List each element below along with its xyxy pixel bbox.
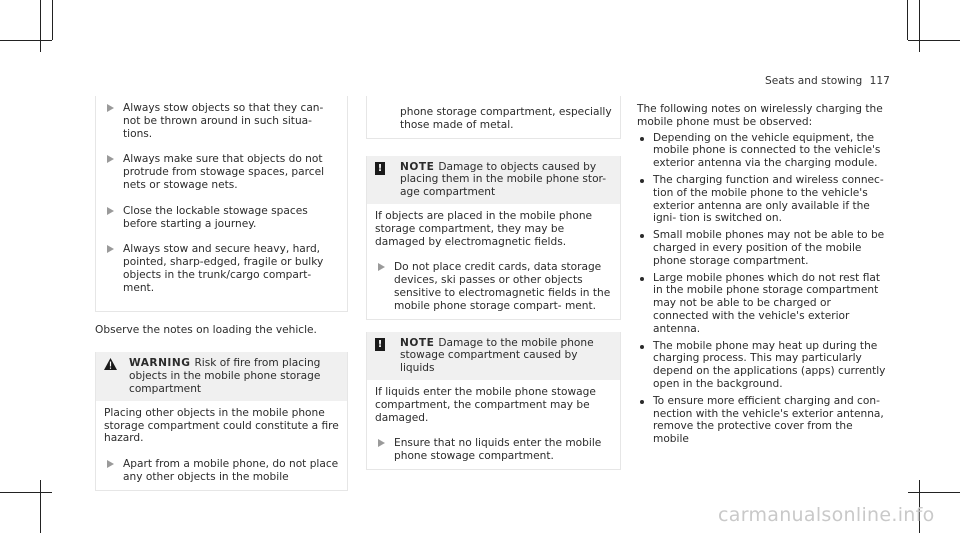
list-item: The mobile phone may heat up during the charging process. This may particularly depend on the applications (apps) currently open in the background.	[637, 340, 889, 391]
note-header	[367, 156, 620, 204]
note-header	[367, 332, 620, 380]
triangle-bullet-icon	[107, 207, 114, 215]
warning-header	[96, 352, 347, 400]
note-box-1	[366, 156, 621, 320]
triangle-bullet-icon	[107, 245, 114, 253]
triangle-bullet-icon	[107, 460, 114, 468]
triangle-bullet-icon	[107, 155, 114, 163]
crop-mark	[40, 0, 41, 52]
bullet-item: Always make sure that objects do not protrude from stowage spaces, parcel nets or stowage nets.	[96, 153, 339, 191]
triangle-bullet-icon	[107, 104, 114, 112]
section-title: Seats and stowing	[765, 75, 863, 87]
column-3	[637, 103, 889, 450]
watermark: carmanualsonline.info	[718, 504, 935, 526]
crop-mark	[919, 0, 920, 52]
note-body: If liquids enter the mobile phone stowage compartment, the compartment may be damaged. Ensure that no liquids enter the mobile phone stowage compartment.	[367, 380, 620, 469]
exclamation-icon: !	[375, 338, 385, 351]
list-item: The charging function and wireless connec- tion of the mobile phone to the vehicle's exterior antenna are only available if the igni- tion is switched on.	[637, 174, 889, 225]
crop-mark	[0, 492, 52, 493]
list-item: To ensure more efficient charging and con- nection with the vehicle's exterior antenna, remove the protective cover from the mobile	[637, 395, 889, 446]
column-2	[366, 96, 621, 470]
note-keyword: NOTE	[400, 160, 435, 173]
bullet-item: Close the lockable stowage spaces before starting a journey.	[96, 205, 339, 231]
note-body: If objects are placed in the mobile phone storage compartment, they may be damaged by electromagnetic fields. Do not place credit cards, data storage devices, ski passes or other objects sensitive to electromagnetic fields in the mobile phone storage compart- ment.	[375, 209, 611, 312]
observe-note: Observe the notes on loading the vehicle.	[95, 323, 317, 336]
warning-keyword: WARNING	[129, 357, 191, 370]
crop-mark	[40, 480, 41, 533]
list-item: Large mobile phones which do not rest flat in the mobile phone storage compartment may not be able to be charged or connected with the vehicle's exterior antenna.	[637, 272, 889, 336]
warning-body: Placing other objects in the mobile phone storage compartment could constitute a fire hazard. Apart from a mobile phone, do not place any other objects in the mobile	[104, 406, 339, 483]
bullet-item: Do not place credit cards, data storage devices, ski passes or other objects sensitive to electromagnetic fields in the mobile phone storage compart- ment.	[375, 261, 612, 312]
column-1	[95, 96, 348, 491]
triangle-bullet-icon	[378, 439, 385, 447]
list-item: Depending on the vehicle equipment, the mobile phone is connected to the vehicle's exterior antenna via the charging module.	[637, 132, 889, 170]
crop-mark	[0, 40, 52, 41]
list-item: Small mobile phones may not be able to be charged in every position of the mobile phone storage compartment.	[637, 229, 889, 267]
note-keyword: NOTE	[400, 336, 435, 349]
running-header	[765, 75, 890, 88]
bullet-continuation-box	[95, 96, 348, 312]
crop-mark	[52, 0, 53, 40]
exclamation-icon: !	[375, 162, 385, 175]
warning-title: Risk of fire from placing objects in the mobile phone storage compartment	[129, 357, 321, 395]
crop-mark	[908, 40, 960, 41]
warning-continuation-box: phone storage compartment, especially those made of metal.	[366, 96, 621, 139]
note-title: Damage to objects caused by placing them in the mobile phone stor- age compartment	[400, 160, 607, 199]
warning-box	[95, 352, 348, 490]
crop-mark	[908, 492, 960, 493]
bullet-item: Always stow objects so that they can- not be thrown around in such situa- tions.	[96, 102, 339, 140]
bullet-item: Ensure that no liquids enter the mobile phone stowage compartment.	[375, 437, 612, 463]
note-title: Damage to the mobile phone stowage compartment caused by liquids	[400, 336, 594, 375]
note-box-2	[366, 332, 621, 470]
bullet-item: Apart from a mobile phone, do not place any other objects in the mobile	[104, 458, 339, 484]
bullet-item: Always stow and secure heavy, hard, pointed, sharp-edged, fragile or bulky objects in the trunk/cargo compart- ment.	[96, 243, 339, 294]
warning-icon	[104, 358, 117, 370]
triangle-bullet-icon	[378, 263, 385, 271]
intro-text: The following notes on wirelessly charging the mobile phone must be observed:	[637, 103, 883, 128]
page-number: 117	[869, 75, 890, 87]
crop-mark	[907, 0, 908, 40]
